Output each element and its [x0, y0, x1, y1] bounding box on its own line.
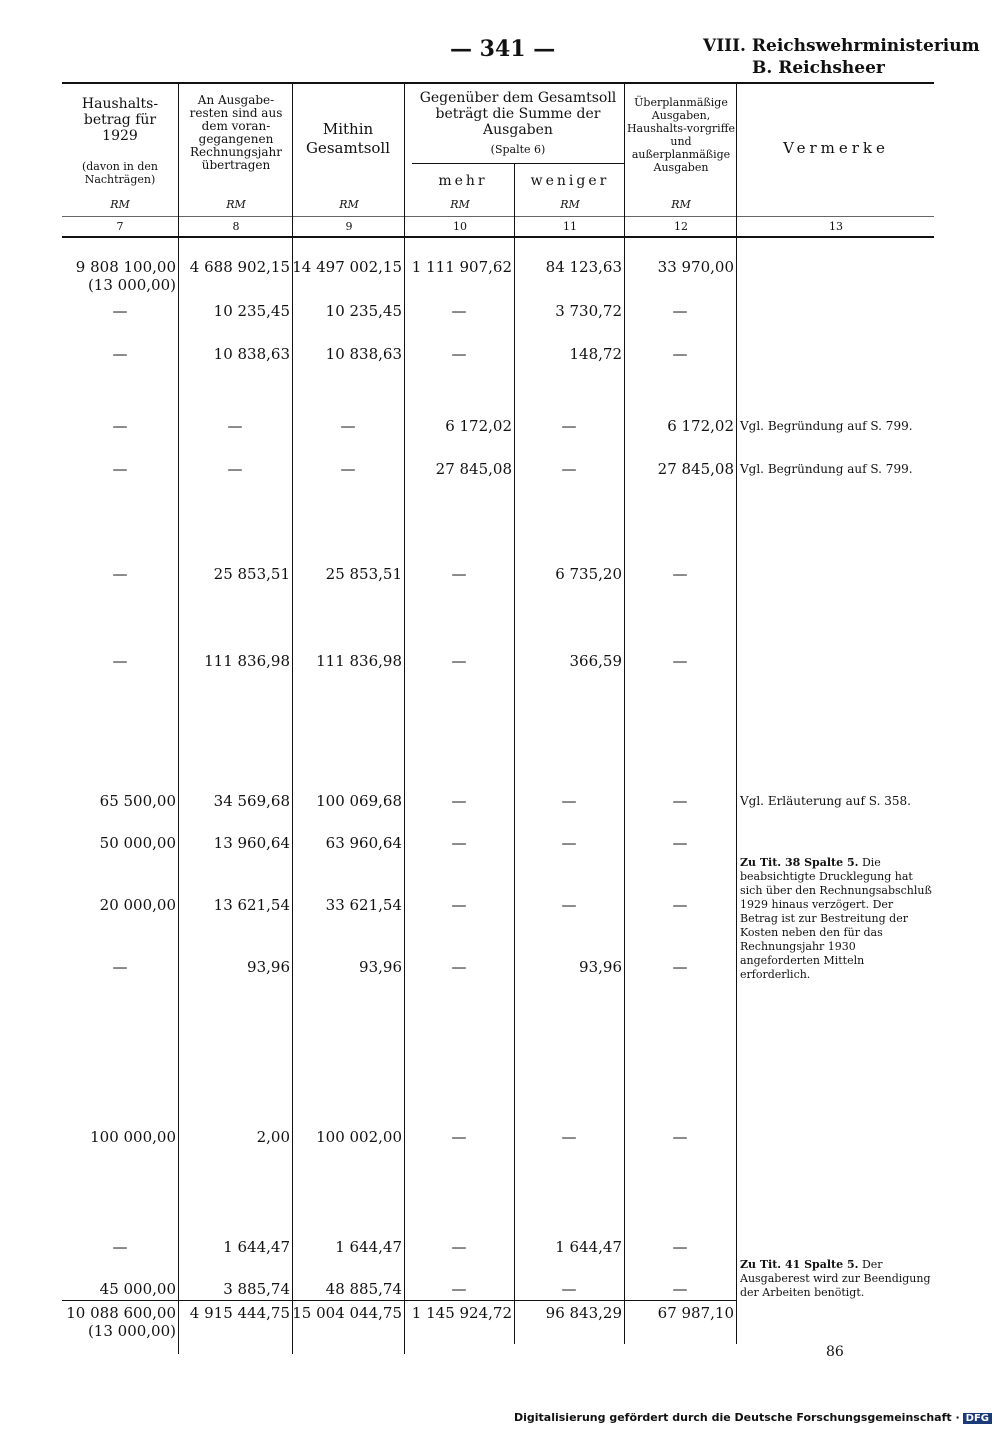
- table-cell-c10: —: [451, 652, 467, 670]
- total-cell-c7-supplement: (13 000,00): [87, 1322, 176, 1340]
- table-cell-c11: —: [561, 1280, 577, 1298]
- col-divider: [624, 84, 625, 1344]
- unit-label: RM: [339, 198, 359, 211]
- table-cell-c9: —: [340, 460, 356, 478]
- table-cell-c7: 50 000,00: [99, 834, 176, 852]
- table-cell-c7: —: [112, 417, 128, 435]
- total-cell-c11: 96 843,29: [545, 1304, 622, 1322]
- table-cell-c11: —: [561, 417, 577, 435]
- table-cell-c7: —: [112, 652, 128, 670]
- table-cell-c11: 1 644,47: [555, 1238, 622, 1256]
- footer-text: Digitalisierung gefördert durch die Deutsche Forschungsgemeinschaft ·: [513, 1411, 960, 1424]
- table-cell-c10: —: [451, 792, 467, 810]
- table-cell-c10: —: [451, 958, 467, 976]
- table-cell-c8: 111 836,98: [204, 652, 290, 670]
- table-cell-c11: —: [561, 1128, 577, 1146]
- table-cell-c9: 1 644,47: [335, 1238, 402, 1256]
- note-tit-38-head: Zu Tit. 38 Spalte 5.: [740, 856, 859, 869]
- table-cell-c7: —: [112, 460, 128, 478]
- table-cell-c7: 20 000,00: [99, 896, 176, 914]
- header-col-10-11: Gegenüber dem Gesamtsoll beträgt die Summe der Ausgaben: [419, 90, 617, 138]
- table-cell-c9: 63 960,64: [325, 834, 402, 852]
- table-cell-c11: 93,96: [579, 958, 622, 976]
- column-number: 11: [563, 220, 577, 233]
- header-col-8: An Ausgabe-resten sind aus dem voran-gegangenen Rechnungsjahr übertragen: [189, 93, 283, 172]
- table-cell-c7: —: [112, 1238, 128, 1256]
- header-col-9: Mithin Gesamtsoll: [305, 120, 391, 157]
- table-cell-c12: 6 172,02: [667, 417, 734, 435]
- table-cell-c7: 9 808 100,00: [75, 258, 176, 276]
- table-cell-c10: 1 111 907,62: [411, 258, 512, 276]
- table-cell-c8: 3 885,74: [223, 1280, 290, 1298]
- col-divider: [514, 164, 515, 1344]
- table-top-rule: [62, 82, 934, 84]
- table-cell-c7: —: [112, 958, 128, 976]
- header-col-7: Haushalts-betrag für 1929: [81, 96, 159, 144]
- table-cell-c12: —: [672, 652, 688, 670]
- table-cell-c11: 366,59: [569, 652, 622, 670]
- note-tit-41: [740, 1258, 932, 1300]
- table-cell-c12: —: [672, 345, 688, 363]
- total-cell-c12: 67 987,10: [657, 1304, 734, 1322]
- footer-credit: [514, 1411, 992, 1424]
- table-cell-c12: 33 970,00: [657, 258, 734, 276]
- table-cell-c8: 93,96: [247, 958, 290, 976]
- unit-label: RM: [110, 198, 130, 211]
- table-cell-c8: 10 235,45: [213, 302, 290, 320]
- table-cell-c10: —: [451, 896, 467, 914]
- table-cell-c9: 93,96: [359, 958, 402, 976]
- table-cell-c10: —: [451, 1238, 467, 1256]
- table-cell-c7: —: [112, 302, 128, 320]
- table-cell-c11: —: [561, 896, 577, 914]
- table-cell-c8: 13 621,54: [213, 896, 290, 914]
- table-cell-c7: 45 000,00: [99, 1280, 176, 1298]
- header-col-7-sub: (davon in den Nachträgen): [81, 160, 159, 186]
- note-tit-38: [740, 856, 932, 982]
- table-cell-c9: 111 836,98: [316, 652, 402, 670]
- table-cell-c11: —: [561, 834, 577, 852]
- table-cell-c11: 6 735,20: [555, 565, 622, 583]
- table-cell-c9: 100 002,00: [316, 1128, 402, 1146]
- header-col-12: Überplanmäßige Ausgaben, Haushalts-vorgriffe und außerplanmäßige Ausgaben: [626, 96, 736, 174]
- total-cell-c9: 15 004 044,75: [292, 1304, 402, 1322]
- table-cell-c11: —: [561, 792, 577, 810]
- column-number: 13: [829, 220, 843, 233]
- table-cell-c8: 10 838,63: [213, 345, 290, 363]
- header-col-10-11-sub: (Spalte 6): [490, 143, 546, 156]
- table-cell-c10: —: [451, 1128, 467, 1146]
- table-cell-c7-supplement: (13 000,00): [87, 276, 176, 294]
- table-cell-c9: 48 885,74: [325, 1280, 402, 1298]
- column-number: 8: [232, 220, 240, 233]
- table-cell-c8: —: [227, 460, 243, 478]
- table-cell-c7: —: [112, 565, 128, 583]
- table-cell-c12: —: [672, 1238, 688, 1256]
- table-cell-c12: —: [672, 896, 688, 914]
- table-cell-c7: —: [112, 345, 128, 363]
- page-number: — 341 —: [450, 36, 556, 62]
- table-cell-c8: 13 960,64: [213, 834, 290, 852]
- col-divider: [178, 84, 179, 1354]
- column-number: 9: [345, 220, 353, 233]
- table-cell-c12: —: [672, 834, 688, 852]
- table-cell-c8: 4 688 902,15: [189, 258, 290, 276]
- table-cell-c8: 34 569,68: [213, 792, 290, 810]
- section-subtitle: B. Reichsheer: [752, 58, 885, 78]
- unit-label: RM: [671, 198, 691, 211]
- table-cell-c12: —: [672, 792, 688, 810]
- table-cell-c11: —: [561, 460, 577, 478]
- col-divider: [404, 84, 405, 1354]
- column-number: 10: [453, 220, 467, 233]
- table-cell-c8: —: [227, 417, 243, 435]
- section-title: VIII. Reichswehrministerium: [703, 36, 980, 56]
- unit-label: RM: [560, 198, 580, 211]
- total-cell-c8: 4 915 444,75: [189, 1304, 290, 1322]
- column-number: 12: [674, 220, 688, 233]
- header-col-13: Vermerke: [783, 139, 889, 157]
- bottom-page-number: 86: [826, 1344, 844, 1360]
- note-tit-41-head: Zu Tit. 41 Spalte 5.: [740, 1258, 859, 1271]
- table-cell-c9: 100 069,68: [316, 792, 402, 810]
- total-rule: [62, 1300, 737, 1301]
- note-tit-41-body: Der Ausgaberest wird zur Beendigung der Arbeiten benötigt.: [740, 1258, 931, 1299]
- table-cell-c12: —: [672, 565, 688, 583]
- table-cell-c8: 1 644,47: [223, 1238, 290, 1256]
- total-cell-c10: 1 145 924,72: [411, 1304, 512, 1322]
- table-cell-remark: Vgl. Begründung auf S. 799.: [740, 462, 913, 476]
- dfg-logo-icon: DFG: [963, 1413, 992, 1424]
- table-cell-c12: —: [672, 958, 688, 976]
- unit-label: RM: [450, 198, 470, 211]
- note-tit-38-body: Die beabsichtigte Drucklegung hat sich über den Rechnungsabschluß 1929 hinaus verzögert. Der Betrag ist zur Bestreitung der Kosten neben den für das Rechnungsjahr 1930 angeforderten Mitteln erforderlich.: [740, 856, 932, 981]
- header-col-11: weniger: [530, 173, 610, 189]
- column-number: 7: [116, 220, 124, 233]
- table-cell-c10: —: [451, 345, 467, 363]
- table-cell-c9: 33 621,54: [325, 896, 402, 914]
- header-unit-rule: [62, 216, 934, 217]
- header-col-10: mehr: [438, 173, 488, 189]
- table-cell-remark: Vgl. Erläuterung auf S. 358.: [740, 794, 911, 808]
- table-cell-c10: 27 845,08: [435, 460, 512, 478]
- table-cell-c10: —: [451, 834, 467, 852]
- table-cell-c11: 84 123,63: [545, 258, 622, 276]
- table-cell-c12: —: [672, 1280, 688, 1298]
- table-cell-c9: —: [340, 417, 356, 435]
- header-bottom-rule: [62, 236, 934, 238]
- table-cell-c12: —: [672, 302, 688, 320]
- table-cell-c10: —: [451, 302, 467, 320]
- table-cell-c9: 14 497 002,15: [292, 258, 402, 276]
- table-cell-c9: 10 235,45: [325, 302, 402, 320]
- subheader-rule: [412, 163, 624, 164]
- table-cell-remark: Vgl. Begründung auf S. 799.: [740, 419, 913, 433]
- table-cell-c12: —: [672, 1128, 688, 1146]
- table-cell-c11: 3 730,72: [555, 302, 622, 320]
- unit-label: RM: [226, 198, 246, 211]
- table-cell-c10: —: [451, 1280, 467, 1298]
- table-cell-c7: 100 000,00: [90, 1128, 176, 1146]
- table-cell-c12: 27 845,08: [657, 460, 734, 478]
- table-cell-c11: 148,72: [569, 345, 622, 363]
- table-cell-c9: 10 838,63: [325, 345, 402, 363]
- table-cell-c10: —: [451, 565, 467, 583]
- table-cell-c10: 6 172,02: [445, 417, 512, 435]
- table-cell-c7: 65 500,00: [99, 792, 176, 810]
- total-cell-c7: 10 088 600,00: [66, 1304, 176, 1322]
- table-cell-c9: 25 853,51: [325, 565, 402, 583]
- col-divider: [736, 84, 737, 1344]
- table-cell-c8: 25 853,51: [213, 565, 290, 583]
- table-cell-c8: 2,00: [256, 1128, 290, 1146]
